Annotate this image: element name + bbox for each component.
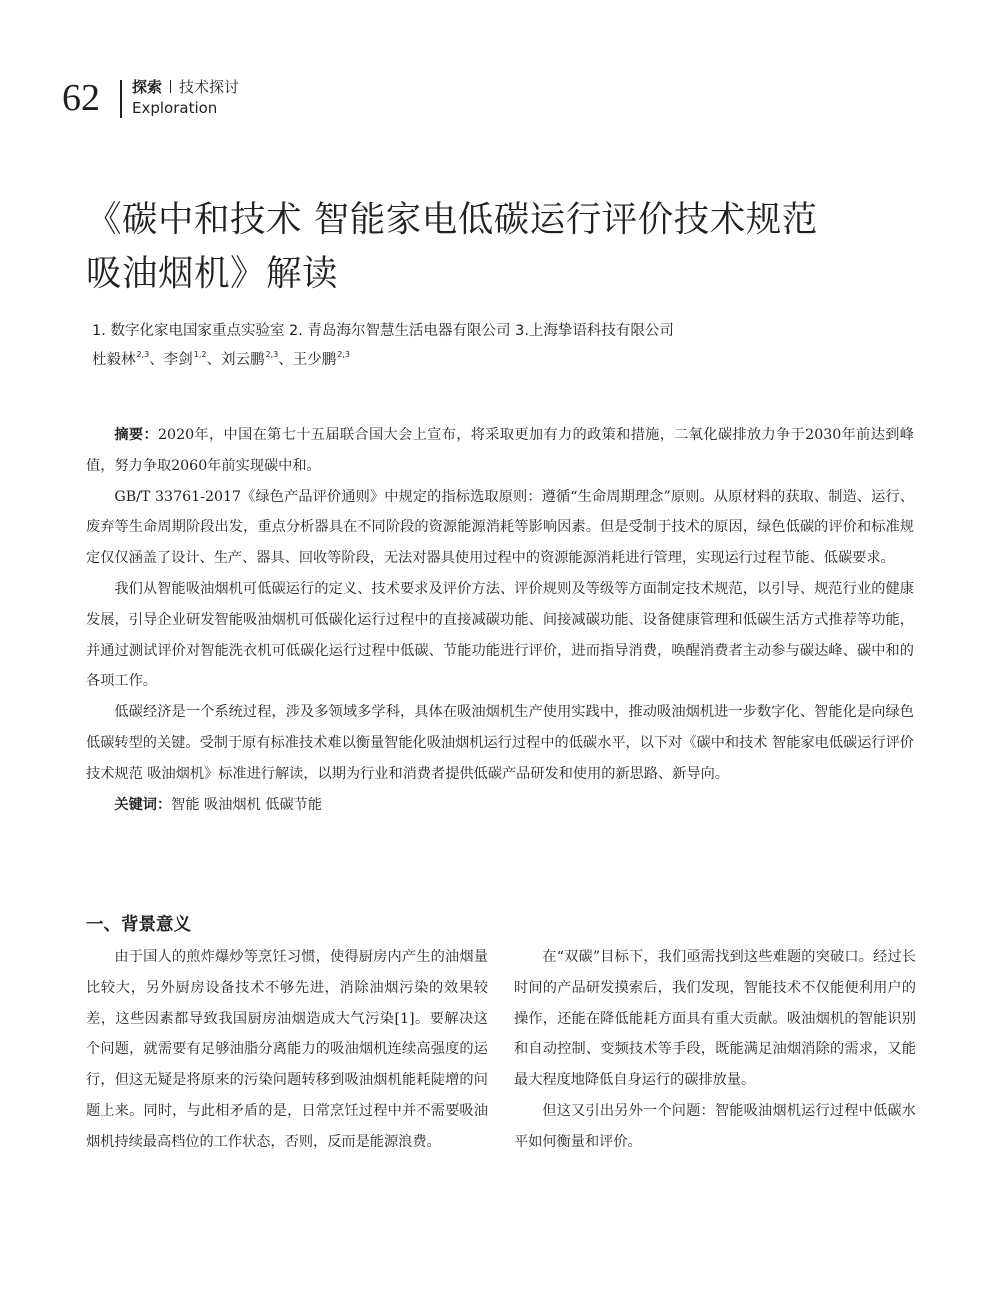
abstract-text: 2020年，中国在第七十五届联合国大会上宣布，将采取更加有力的政策和措施，二氧化碳排放力争于2030年前达到峰值，努力争取2060年前实现碳中和。 [86, 427, 914, 474]
article-title [86, 193, 946, 301]
keywords-label: 关键词： [114, 796, 172, 813]
author-name: 杜毅林 [92, 352, 136, 368]
abstract-paragraph: 低碳经济是一个系统过程，涉及多领域多学科，具体在吸油烟机生产使用实践中，推动吸油烟机进一步数字化、智能化是向绿色低碳转型的关键。受制于原有标准技术难以衡量智能化吸油烟机运行过程中的低碳水平，以下对《碳中和技术 智能家电低碳运行评价技术规范 吸油烟机》标准进行解读，以期为行业和消费者提供低碳产品研发和使用的新思路、新导向。 [86, 704, 914, 782]
section-heading: 一、背景意义 [86, 915, 191, 935]
keywords [86, 790, 914, 821]
title-line-1: 《碳中和技术 智能家电低碳运行评价技术规范 [86, 199, 818, 240]
author-list [92, 345, 952, 370]
header-divider [120, 80, 122, 118]
page-number: 62 [62, 77, 100, 119]
author-name: 李剑 [163, 352, 193, 368]
subsection-name: 技术探讨 [179, 78, 240, 96]
author-affiliation-mark: 2,3 [337, 350, 350, 359]
affiliations: 1. 数字化家电国家重点实验室 2. 青岛海尔智慧生活电器有限公司 3.上海挚语科技有限公司 [92, 323, 674, 339]
keywords-text: 智能 吸油烟机 低碳节能 [171, 796, 323, 813]
body-paragraph: 但这又引出另外一个问题：智能吸油烟机运行过程中低碳水平如何衡量和评价。 [514, 1102, 916, 1150]
author-separator: 、 [278, 352, 293, 368]
body-column-right [514, 942, 916, 1158]
author-name: 王少鹏 [292, 352, 337, 368]
author-affiliation-mark: 2,3 [136, 350, 150, 359]
abstract-paragraph: 我们从智能吸油烟机可低碳运行的定义、技术要求及评价方法、评价规则及等级等方面制定技术规范，以引导、规范行业的健康发展，引导企业研发智能吸油烟机可低碳化运行过程中的直接减碳功能、间接减碳功能、设备健康管理和低碳生活方式推荐等功能，并通过测试评价对智能洗衣机可低碳化运行过程中低碳、节能功能进行评价，进而指导消费，唤醒消费者主动参与碳达峰、碳中和的各项工作。 [86, 580, 914, 690]
section-label [132, 77, 372, 118]
abstract-label: 摘要： [114, 427, 159, 443]
abstract-paragraph: GB/T 33761-2017《绿色产品评价通则》中规定的指标选取原则：遵循“生命周期理念”原则。从原材料的获取、制造、运行、废弃等生命周期阶段出发，重点分析器具在不同阶段的资源能源消耗等影响因素。但是受制于技术的原因，绿色低碳的评价和标准规定仅仅涵盖了设计、生产、器具、回收等阶段，无法对器具使用过程中的资源能源消耗进行管理，实现运行过程节能、低碳要求。 [86, 488, 914, 567]
body-paragraph: 由于国人的煎炸爆炒等烹饪习惯，使得厨房内产生的油烟量比较大，另外厨房设备技术不够先进，消除油烟污染的效果较差，这些因素都导致我国厨房油烟造成大气污染[1]。要解决这个问题，就需要有足够油脂分离能力的吸油烟机连续高强度的运行，但这无疑是将原来的污染问题转移到吸油烟机能耗陡增的问题上来。同时，与此相矛盾的是，日常烹饪过程中并不需要吸油烟机持续最高档位的工作状态，否则，反而是能源浪费。 [86, 949, 488, 1150]
section-divider [170, 80, 171, 93]
body-paragraph: 在“双碳”目标下，我们亟需找到这些难题的突破口。经过长时间的产品研发摸索后，我们发现，智能技术不仅能便利用户的操作，还能在降低能耗方面具有重大贡献。吸油烟机的智能识别和自动控制、变频技术等手段，既能满足油烟消除的需求，又能最大程度地降低自身运行的碳排放量。 [514, 949, 916, 1089]
body-column-left [86, 942, 488, 1158]
abstract [86, 420, 914, 820]
author-affiliation-mark: 2,3 [265, 350, 279, 359]
author-separator: 、 [206, 352, 221, 368]
author-affiliation-mark: 1,2 [193, 350, 207, 359]
section-name: 探索 [132, 78, 163, 96]
section-name-english: Exploration [132, 99, 218, 117]
author-name: 刘云鹏 [220, 352, 265, 368]
title-line-2: 吸油烟机》解读 [86, 253, 339, 294]
abstract-paragraph [86, 420, 914, 482]
author-separator: 、 [149, 352, 164, 368]
